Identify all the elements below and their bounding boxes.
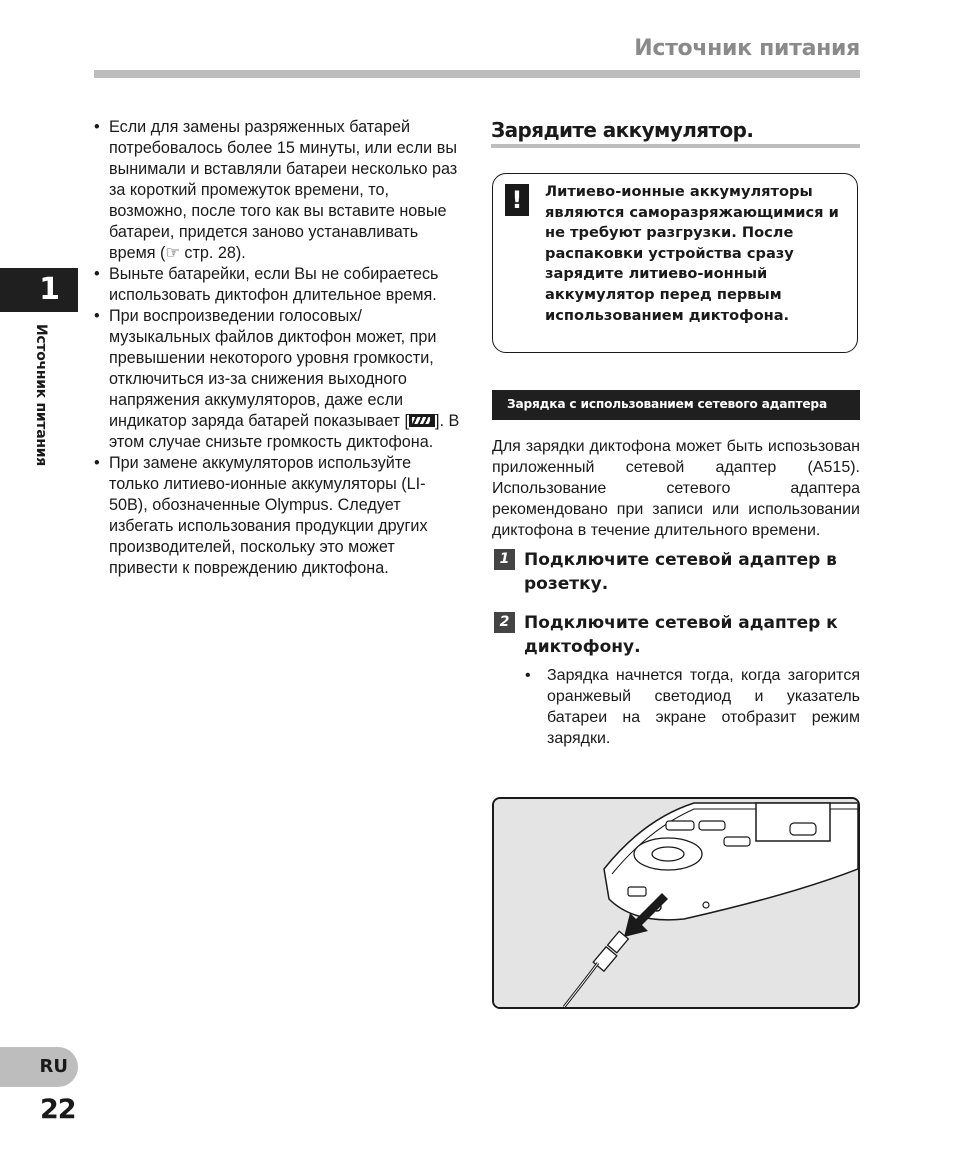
chapter-number: 1 <box>39 272 60 307</box>
intro-paragraph: Для зарядки диктофона может быть испозьзован приложенный сетевой адаптер (A515). Использование сетевого адаптера рекомендовано при записи или использовании диктофона в течение длительного времени. <box>492 438 860 539</box>
subsection-banner <box>492 390 860 420</box>
left-column <box>90 117 462 579</box>
step-bullet-text: Зарядка начнется тогда, когда загорится оранжевый светодиод и указатель батареи на экране отобразит режим зарядки. <box>547 667 860 747</box>
warning-text: Литиево-ионные аккумуляторы являются саморазряжающимися и не требуют разгрузки. После распаковки устройства сразу зарядите литиево-ионный аккумулятор перед первым использованием диктофона. <box>545 183 839 324</box>
step-number: 1 <box>494 549 515 570</box>
subsection-title: Зарядка с использованием сетевого адаптера <box>507 397 827 411</box>
warning-box <box>492 173 858 353</box>
recorder-charging-svg <box>494 799 858 1007</box>
bullet-mark: • <box>525 667 531 684</box>
section-rule <box>491 144 860 148</box>
note-item: • При замене аккумуляторов используйте только литиево-ионные аккумуляторы (LI-50B), обозначенные Olympus. Следует избегать использования продукции других производителей, поскольку это может привести к повреждению диктофона. <box>90 453 462 579</box>
step-number: 2 <box>494 612 515 633</box>
page-header-title: Источник питания <box>634 36 860 61</box>
note-item: • Если для замены разряженных батарей потребовалось более 15 минуты, или если вы вынимали и вставляли батареи несколько раз за короткий промежуток времени, то, возможно, после того как вы вставите новые батареи, придется заново устанавливать время (☞ стр. 28). <box>90 117 462 264</box>
note-item: • Выньте батарейки, если Вы не собираетесь использовать диктофон длительное время. <box>90 264 462 306</box>
chapter-tab <box>0 268 78 312</box>
step-bullet <box>525 665 860 749</box>
section-title: Зарядите аккумулятор. <box>491 118 754 142</box>
page-number: 22 <box>40 1094 76 1125</box>
step-text: Подключите сетевой адаптер в розетку. <box>524 550 837 594</box>
charging-illustration <box>492 797 860 1009</box>
language-badge <box>0 1047 78 1087</box>
exclamation-icon: ! <box>505 184 529 216</box>
header-rule <box>94 70 860 78</box>
chapter-side-label: Источник питания <box>33 324 49 466</box>
language-code: RU <box>39 1056 68 1077</box>
step-text: Подключите сетевой адаптер к диктофону. <box>524 613 838 657</box>
notes-list <box>90 117 462 579</box>
note-item: • При воспроизведении голосовых/ музыкальных файлов диктофон может, при превышении некоторого уровня громкости, отключиться из-за снижения выходного напряжения аккумуляторов, даже если индикатор заряда батарей показывает [ ]. В этом случае снизьте громкость диктофона. <box>90 306 462 453</box>
battery-full-icon <box>409 414 435 427</box>
